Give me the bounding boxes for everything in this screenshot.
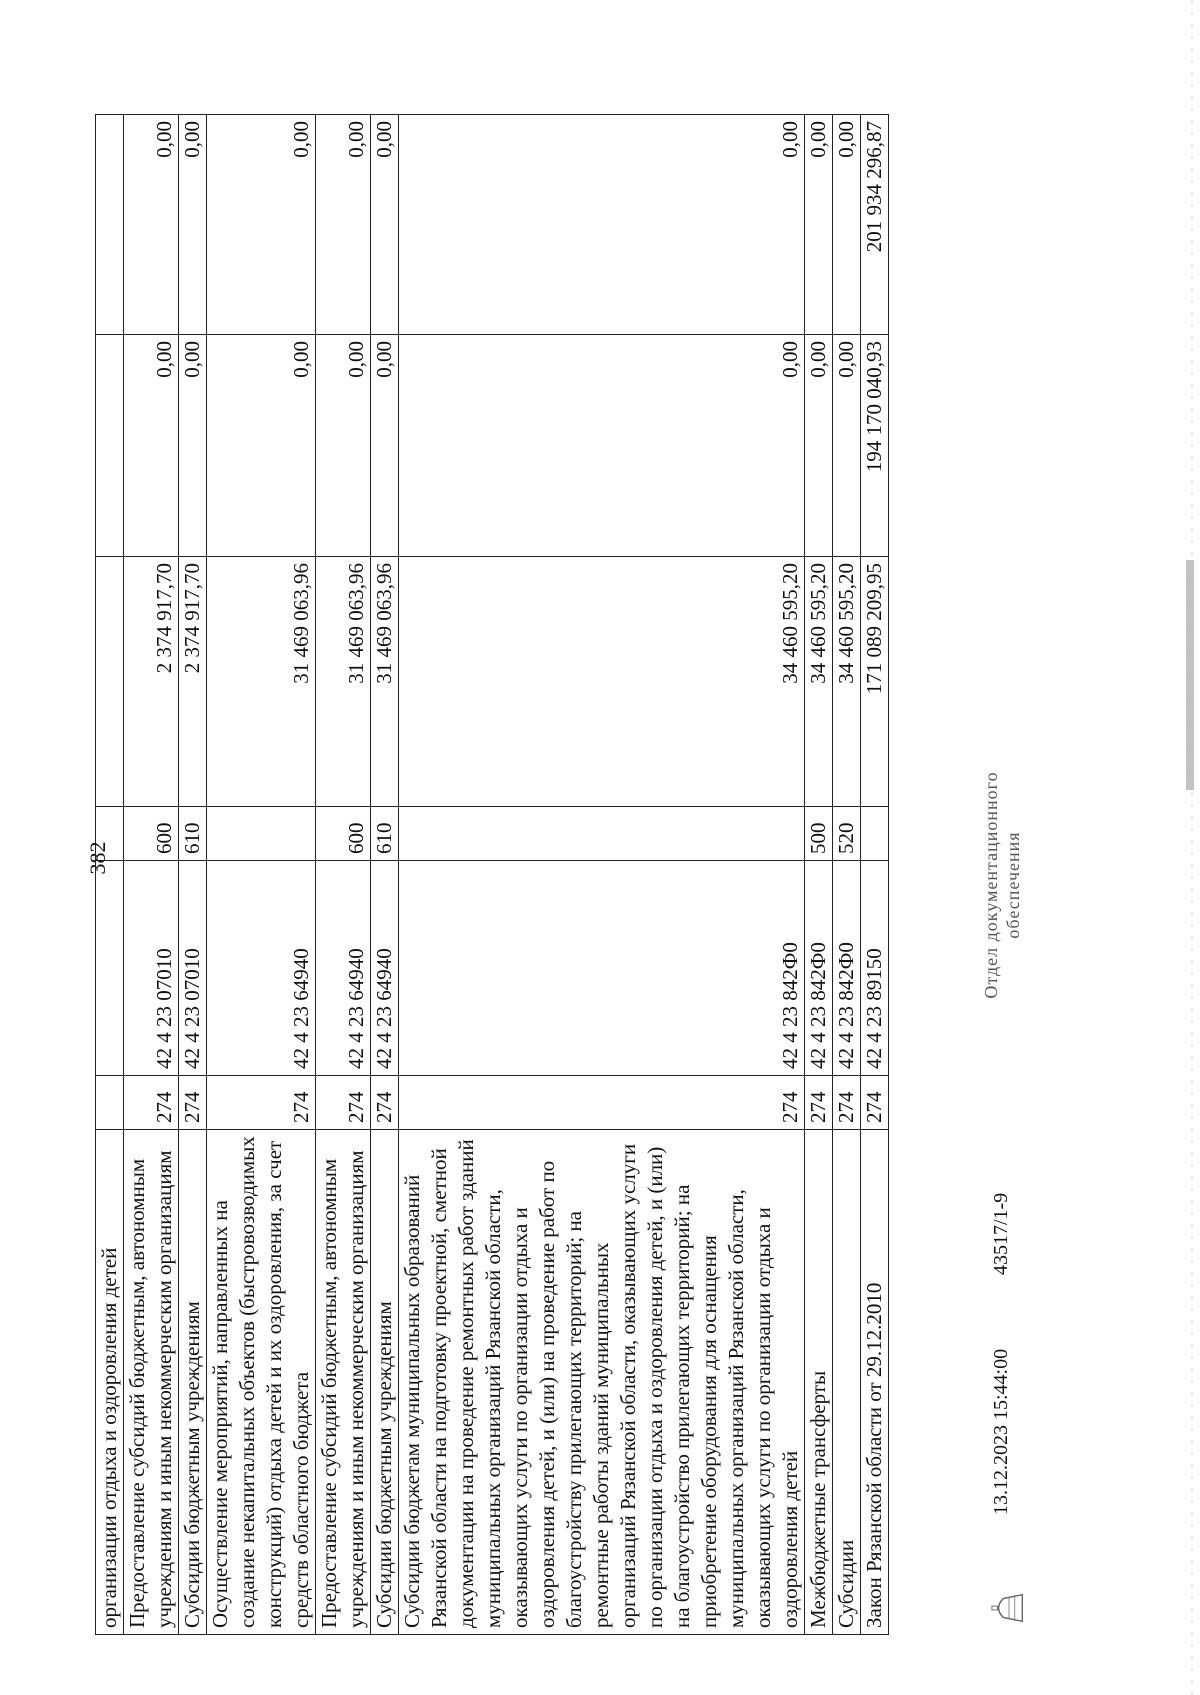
row-vr-cell <box>399 807 805 861</box>
row-article-cell: 42 4 23 842Ф0 <box>399 861 805 1076</box>
table-row <box>399 115 805 1635</box>
row-value-2-cell: 0,00 <box>399 335 805 557</box>
row-value-1-cell <box>96 557 124 807</box>
row-name-cell: Субсидии <box>833 1130 861 1635</box>
row-value-2-cell: 0,00 <box>371 335 399 557</box>
row-value-2-cell: 0,00 <box>207 335 316 557</box>
row-name-cell: Субсидии бюджетным учреждениям <box>179 1130 207 1635</box>
row-article-cell: 42 4 23 89150 <box>861 861 889 1076</box>
table-row <box>833 115 861 1635</box>
row-value-2-cell: 0,00 <box>805 335 833 557</box>
row-value-3-cell: 0,00 <box>833 115 861 335</box>
row-value-3-cell: 0,00 <box>399 115 805 335</box>
row-value-1-cell: 171 089 209,95 <box>861 557 889 807</box>
row-vr-cell <box>96 807 124 861</box>
row-value-1-cell: 34 460 595,20 <box>399 557 805 807</box>
row-value-3-cell: 0,00 <box>207 115 316 335</box>
row-value-3-cell: 0,00 <box>124 115 179 335</box>
row-code-cell: 274 <box>316 1076 371 1130</box>
row-value-2-cell: 194 170 040,93 <box>861 335 889 557</box>
row-vr-cell <box>207 807 316 861</box>
row-value-1-cell: 31 469 063,96 <box>207 557 316 807</box>
row-code-cell: 274 <box>124 1076 179 1130</box>
row-name-cell: организации отдыха и оздоровления детей <box>96 1130 124 1635</box>
row-code-cell: 274 <box>371 1076 399 1130</box>
row-article-cell: 42 4 23 64940 <box>207 861 316 1076</box>
row-name-cell: Межбюджетные трансферты <box>805 1130 833 1635</box>
row-name-cell: Субсидии бюджетным учреждениям <box>371 1130 399 1635</box>
row-vr-cell: 600 <box>316 807 371 861</box>
table-row <box>124 115 179 1635</box>
row-value-1-cell: 34 460 595,20 <box>833 557 861 807</box>
row-code-cell: 274 <box>833 1076 861 1130</box>
row-name-cell: Предоставление субсидий бюджетным, автономным учреждениям и иным некоммерческим организациям <box>316 1130 371 1635</box>
row-value-2-cell: 0,00 <box>833 335 861 557</box>
row-value-3-cell: 0,00 <box>179 115 207 335</box>
row-code-cell: 274 <box>805 1076 833 1130</box>
table-row <box>861 115 889 1635</box>
row-code-cell: 274 <box>179 1076 207 1130</box>
budget-table-body <box>96 115 889 1635</box>
scan-edge-marks <box>1170 0 1200 1695</box>
row-code-cell: 274 <box>207 1076 316 1130</box>
footer-doc-number: 43517/1-9 <box>990 1192 1012 1275</box>
stamp-line-1: Отдел документационного <box>981 771 1001 999</box>
row-vr-cell: 500 <box>805 807 833 861</box>
row-name-cell: Закон Рязанской области от 29.12.2010 <box>861 1130 889 1635</box>
row-code-cell: 274 <box>399 1076 805 1130</box>
row-article-cell <box>96 861 124 1076</box>
row-name-cell: Предоставление субсидий бюджетным, автономным учреждениям и иным некоммерческим организациям <box>124 1130 179 1635</box>
rotated-page-content <box>95 0 1120 1635</box>
table-row <box>805 115 833 1635</box>
row-name-cell: Субсидии бюджетам муниципальных образований Рязанской области на подготовку проектной, сметной документации на проведение ремонтных работ зданий муниципальных организаций Рязанской области, оказывающих услуги по организации отдыха и оздоровления детей, и (или) на проведение работ по благоустройству прилегающих территорий; на ремонтные работы зданий муниципальных организаций Рязанской области, оказывающих услуги по организации отдыха и оздоровления детей, и (или) на благоустройство прилегающих территорий; на приобретение оборудования для оснащения муниципальных организаций Рязанской области, оказывающих услуги по организации отдыха и оздоровления детей <box>399 1130 805 1635</box>
row-value-3-cell: 0,00 <box>371 115 399 335</box>
table-row <box>96 115 124 1635</box>
row-value-3-cell <box>96 115 124 335</box>
table-row <box>316 115 371 1635</box>
row-code-cell <box>96 1076 124 1130</box>
row-value-1-cell: 2 374 917,70 <box>124 557 179 807</box>
row-value-2-cell: 0,00 <box>316 335 371 557</box>
row-article-cell: 42 4 23 64940 <box>316 861 371 1076</box>
row-value-3-cell: 0,00 <box>316 115 371 335</box>
table-row <box>371 115 399 1635</box>
row-vr-cell: 520 <box>833 807 861 861</box>
row-vr-cell <box>861 807 889 861</box>
row-vr-cell: 610 <box>179 807 207 861</box>
stamp-line-2: обеспечения <box>1003 831 1023 939</box>
row-value-1-cell: 31 469 063,96 <box>371 557 399 807</box>
table-row <box>207 115 316 1635</box>
budget-table <box>95 114 889 1635</box>
row-value-2-cell: 0,00 <box>124 335 179 557</box>
row-value-1-cell: 31 469 063,96 <box>316 557 371 807</box>
row-value-2-cell <box>96 335 124 557</box>
row-value-3-cell: 201 934 296,87 <box>861 115 889 335</box>
row-article-cell: 42 4 23 07010 <box>124 861 179 1076</box>
row-article-cell: 42 4 23 842Ф0 <box>805 861 833 1076</box>
coat-of-arms-icon <box>990 1589 1028 1627</box>
row-article-cell: 42 4 23 07010 <box>179 861 207 1076</box>
department-stamp <box>980 735 1024 1035</box>
page-footer <box>981 0 1050 1635</box>
row-value-2-cell: 0,00 <box>179 335 207 557</box>
row-vr-cell: 600 <box>124 807 179 861</box>
footer-date: 13.12.2023 15:44:00 <box>990 1348 1012 1515</box>
row-name-cell: Осуществление мероприятий, направленных на создание некапитальных объектов (быстровозводимых конструкций) отдыха детей и их оздоровления, за счет средств областного бюджета <box>207 1130 316 1635</box>
row-article-cell: 42 4 23 842Ф0 <box>833 861 861 1076</box>
row-value-1-cell: 2 374 917,70 <box>179 557 207 807</box>
row-value-3-cell: 0,00 <box>805 115 833 335</box>
row-vr-cell: 610 <box>371 807 399 861</box>
row-article-cell: 42 4 23 64940 <box>371 861 399 1076</box>
page-number: 382 <box>85 841 110 875</box>
row-code-cell: 274 <box>861 1076 889 1130</box>
row-value-1-cell: 34 460 595,20 <box>805 557 833 807</box>
table-row <box>179 115 207 1635</box>
